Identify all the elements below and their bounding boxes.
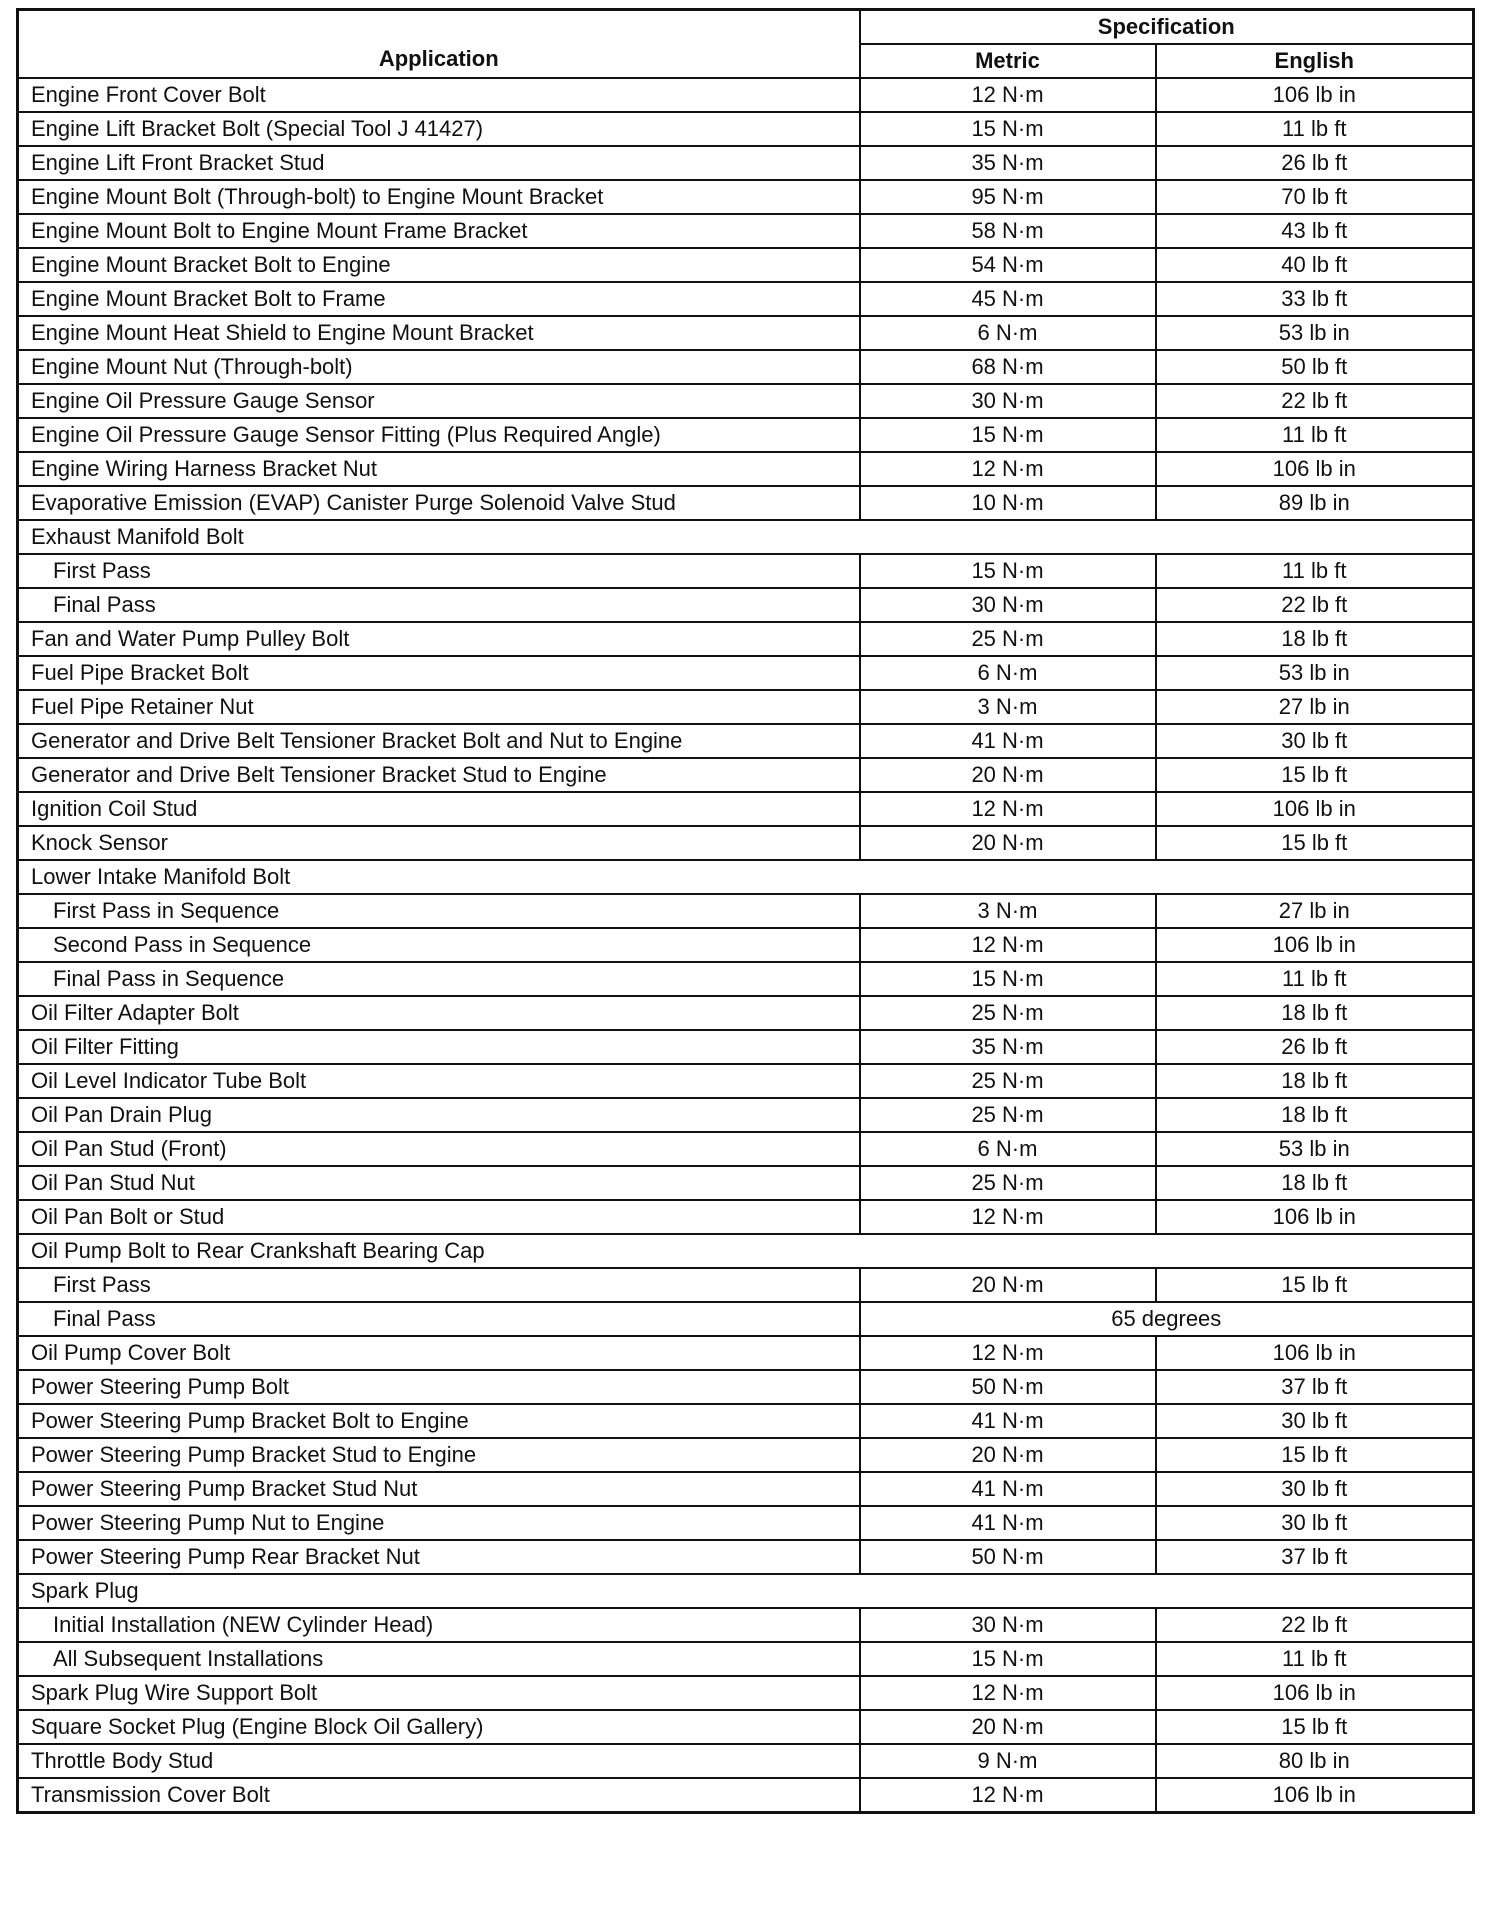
metric-value-cell: 41 N·m: [860, 1506, 1156, 1540]
application-cell: Oil Pan Stud Nut: [18, 1166, 860, 1200]
application-cell: Power Steering Pump Nut to Engine: [18, 1506, 860, 1540]
group-spec-blank-cell: [860, 1234, 1474, 1268]
table-row: [18, 996, 1474, 1030]
english-value-cell: 15 lb ft: [1156, 1710, 1474, 1744]
group-heading-cell: Lower Intake Manifold Bolt: [18, 860, 860, 894]
english-value-cell: 50 lb ft: [1156, 350, 1474, 384]
english-value-cell: 30 lb ft: [1156, 1404, 1474, 1438]
table-row: [18, 894, 1474, 928]
application-cell: Generator and Drive Belt Tensioner Bracket Bolt and Nut to Engine: [18, 724, 860, 758]
application-cell: Engine Front Cover Bolt: [18, 78, 860, 112]
english-value-cell: 18 lb ft: [1156, 622, 1474, 656]
application-cell: Engine Mount Nut (Through-bolt): [18, 350, 860, 384]
table-row: [18, 1166, 1474, 1200]
application-cell: Evaporative Emission (EVAP) Canister Purge Solenoid Valve Stud: [18, 486, 860, 520]
table-row: [18, 1098, 1474, 1132]
table-row: [18, 1030, 1474, 1064]
application-cell: Engine Oil Pressure Gauge Sensor: [18, 384, 860, 418]
table-row: [18, 350, 1474, 384]
table-row: [18, 1506, 1474, 1540]
application-cell: Oil Pan Drain Plug: [18, 1098, 860, 1132]
table-row: [18, 452, 1474, 486]
table-row: [18, 554, 1474, 588]
application-cell: First Pass: [18, 1268, 860, 1302]
metric-value-cell: 12 N·m: [860, 78, 1156, 112]
english-value-cell: 53 lb in: [1156, 316, 1474, 350]
metric-value-cell: 30 N·m: [860, 588, 1156, 622]
group-heading-cell: Spark Plug: [18, 1574, 860, 1608]
english-value-cell: 106 lb in: [1156, 1778, 1474, 1813]
english-value-cell: 80 lb in: [1156, 1744, 1474, 1778]
application-cell: Oil Filter Fitting: [18, 1030, 860, 1064]
table-row: [18, 860, 1474, 894]
table-row: [18, 112, 1474, 146]
english-value-cell: 15 lb ft: [1156, 758, 1474, 792]
metric-value-cell: 25 N·m: [860, 1098, 1156, 1132]
table-row: [18, 418, 1474, 452]
metric-value-cell: 25 N·m: [860, 622, 1156, 656]
application-cell: Transmission Cover Bolt: [18, 1778, 860, 1813]
application-cell: Throttle Body Stud: [18, 1744, 860, 1778]
application-cell: Fuel Pipe Retainer Nut: [18, 690, 860, 724]
table-row: [18, 316, 1474, 350]
metric-value-cell: 6 N·m: [860, 1132, 1156, 1166]
header-row-top: [18, 10, 1474, 45]
english-value-cell: 106 lb in: [1156, 78, 1474, 112]
metric-value-cell: 15 N·m: [860, 554, 1156, 588]
table-row: [18, 1778, 1474, 1813]
english-value-cell: 53 lb in: [1156, 656, 1474, 690]
metric-value-cell: 50 N·m: [860, 1370, 1156, 1404]
application-cell: Power Steering Pump Bracket Bolt to Engine: [18, 1404, 860, 1438]
application-cell: Fuel Pipe Bracket Bolt: [18, 656, 860, 690]
table-row: [18, 384, 1474, 418]
metric-value-cell: 20 N·m: [860, 1438, 1156, 1472]
table-row: [18, 928, 1474, 962]
english-value-cell: 11 lb ft: [1156, 1642, 1474, 1676]
metric-value-cell: 20 N·m: [860, 1268, 1156, 1302]
table-row: [18, 1540, 1474, 1574]
table-row: [18, 214, 1474, 248]
metric-value-cell: 12 N·m: [860, 928, 1156, 962]
table-row: [18, 656, 1474, 690]
english-value-cell: 43 lb ft: [1156, 214, 1474, 248]
english-value-cell: 22 lb ft: [1156, 588, 1474, 622]
table-row: [18, 1200, 1474, 1234]
table-row: [18, 1302, 1474, 1336]
metric-value-cell: 50 N·m: [860, 1540, 1156, 1574]
application-cell: All Subsequent Installations: [18, 1642, 860, 1676]
english-value-cell: 30 lb ft: [1156, 1506, 1474, 1540]
table-row: [18, 792, 1474, 826]
metric-value-cell: 9 N·m: [860, 1744, 1156, 1778]
table-row: [18, 1404, 1474, 1438]
english-value-cell: 15 lb ft: [1156, 1438, 1474, 1472]
table-row: [18, 1676, 1474, 1710]
english-value-cell: 106 lb in: [1156, 1676, 1474, 1710]
metric-value-cell: 15 N·m: [860, 962, 1156, 996]
table-row: [18, 180, 1474, 214]
metric-value-cell: 15 N·m: [860, 418, 1156, 452]
english-value-cell: 11 lb ft: [1156, 554, 1474, 588]
application-cell: Engine Oil Pressure Gauge Sensor Fitting (Plus Required Angle): [18, 418, 860, 452]
application-cell: Engine Mount Bracket Bolt to Engine: [18, 248, 860, 282]
group-spec-blank-cell: [860, 860, 1474, 894]
table-row: [18, 622, 1474, 656]
table-row: [18, 1370, 1474, 1404]
metric-value-cell: 58 N·m: [860, 214, 1156, 248]
table-row: [18, 1438, 1474, 1472]
application-cell: Engine Mount Heat Shield to Engine Mount Bracket: [18, 316, 860, 350]
english-value-cell: 18 lb ft: [1156, 1064, 1474, 1098]
application-cell: Generator and Drive Belt Tensioner Bracket Stud to Engine: [18, 758, 860, 792]
english-value-cell: 70 lb ft: [1156, 180, 1474, 214]
group-heading-cell: Oil Pump Bolt to Rear Crankshaft Bearing Cap: [18, 1234, 860, 1268]
metric-value-cell: 3 N·m: [860, 894, 1156, 928]
table-row: [18, 1574, 1474, 1608]
application-cell: Fan and Water Pump Pulley Bolt: [18, 622, 860, 656]
application-cell: First Pass: [18, 554, 860, 588]
english-value-cell: 22 lb ft: [1156, 384, 1474, 418]
english-value-cell: 11 lb ft: [1156, 112, 1474, 146]
table-row: [18, 1234, 1474, 1268]
table-row: [18, 588, 1474, 622]
table-row: [18, 1268, 1474, 1302]
english-value-cell: 15 lb ft: [1156, 826, 1474, 860]
metric-value-cell: 35 N·m: [860, 1030, 1156, 1064]
table-row: [18, 282, 1474, 316]
metric-value-cell: 54 N·m: [860, 248, 1156, 282]
application-cell: First Pass in Sequence: [18, 894, 860, 928]
table-row: [18, 724, 1474, 758]
english-value-cell: 26 lb ft: [1156, 146, 1474, 180]
application-cell: Knock Sensor: [18, 826, 860, 860]
english-value-cell: 18 lb ft: [1156, 1166, 1474, 1200]
english-value-cell: 26 lb ft: [1156, 1030, 1474, 1064]
table-row: [18, 486, 1474, 520]
english-value-cell: 89 lb in: [1156, 486, 1474, 520]
english-value-cell: 15 lb ft: [1156, 1268, 1474, 1302]
group-spec-blank-cell: [860, 520, 1474, 554]
group-spec-blank-cell: [860, 1574, 1474, 1608]
table-row: [18, 1608, 1474, 1642]
metric-value-cell: 25 N·m: [860, 1166, 1156, 1200]
metric-value-cell: 15 N·m: [860, 1642, 1156, 1676]
application-cell: Power Steering Pump Rear Bracket Nut: [18, 1540, 860, 1574]
metric-value-cell: 41 N·m: [860, 1472, 1156, 1506]
metric-value-cell: 12 N·m: [860, 792, 1156, 826]
english-value-cell: 27 lb in: [1156, 690, 1474, 724]
metric-value-cell: 10 N·m: [860, 486, 1156, 520]
english-value-cell: 106 lb in: [1156, 928, 1474, 962]
metric-value-cell: 95 N·m: [860, 180, 1156, 214]
english-value-cell: 18 lb ft: [1156, 996, 1474, 1030]
application-cell: Engine Mount Bracket Bolt to Frame: [18, 282, 860, 316]
english-value-cell: 22 lb ft: [1156, 1608, 1474, 1642]
application-cell: Oil Level Indicator Tube Bolt: [18, 1064, 860, 1098]
application-cell: Final Pass in Sequence: [18, 962, 860, 996]
metric-value-cell: 30 N·m: [860, 384, 1156, 418]
metric-value-cell: 12 N·m: [860, 1336, 1156, 1370]
english-column-header: English: [1156, 44, 1474, 78]
english-value-cell: 37 lb ft: [1156, 1370, 1474, 1404]
table-row: [18, 1472, 1474, 1506]
application-cell: Engine Mount Bolt (Through-bolt) to Engine Mount Bracket: [18, 180, 860, 214]
metric-value-cell: 12 N·m: [860, 1778, 1156, 1813]
table-row: [18, 962, 1474, 996]
metric-value-cell: 35 N·m: [860, 146, 1156, 180]
table-row: [18, 1132, 1474, 1166]
english-value-cell: 40 lb ft: [1156, 248, 1474, 282]
english-value-cell: 18 lb ft: [1156, 1098, 1474, 1132]
table-body: [18, 78, 1474, 1813]
table-row: [18, 78, 1474, 112]
table-row: [18, 1744, 1474, 1778]
metric-value-cell: 25 N·m: [860, 996, 1156, 1030]
specification-column-header: Specification: [860, 10, 1474, 45]
metric-value-cell: 68 N·m: [860, 350, 1156, 384]
english-value-cell: 30 lb ft: [1156, 1472, 1474, 1506]
english-value-cell: 106 lb in: [1156, 792, 1474, 826]
fastener-torque-spec-table: [16, 8, 1475, 1814]
english-value-cell: 11 lb ft: [1156, 962, 1474, 996]
application-cell: Oil Pan Stud (Front): [18, 1132, 860, 1166]
metric-value-cell: 30 N·m: [860, 1608, 1156, 1642]
application-cell: Spark Plug Wire Support Bolt: [18, 1676, 860, 1710]
metric-column-header: Metric: [860, 44, 1156, 78]
table-row: [18, 1064, 1474, 1098]
application-cell: Power Steering Pump Bracket Stud to Engine: [18, 1438, 860, 1472]
metric-value-cell: 20 N·m: [860, 758, 1156, 792]
english-value-cell: 30 lb ft: [1156, 724, 1474, 758]
table-row: [18, 1710, 1474, 1744]
table-row: [18, 146, 1474, 180]
metric-value-cell: 12 N·m: [860, 1676, 1156, 1710]
application-column-header: Application: [18, 10, 860, 79]
metric-value-cell: 41 N·m: [860, 1404, 1156, 1438]
application-cell: Final Pass: [18, 1302, 860, 1336]
table-row: [18, 1642, 1474, 1676]
metric-value-cell: 6 N·m: [860, 656, 1156, 690]
metric-value-cell: 20 N·m: [860, 826, 1156, 860]
application-cell: Engine Mount Bolt to Engine Mount Frame Bracket: [18, 214, 860, 248]
group-heading-cell: Exhaust Manifold Bolt: [18, 520, 860, 554]
table-row: [18, 248, 1474, 282]
application-cell: Initial Installation (NEW Cylinder Head): [18, 1608, 860, 1642]
table-row: [18, 758, 1474, 792]
application-cell: Oil Pump Cover Bolt: [18, 1336, 860, 1370]
application-cell: Ignition Coil Stud: [18, 792, 860, 826]
metric-value-cell: 45 N·m: [860, 282, 1156, 316]
metric-value-cell: 20 N·m: [860, 1710, 1156, 1744]
application-cell: Oil Pan Bolt or Stud: [18, 1200, 860, 1234]
table-row: [18, 826, 1474, 860]
english-value-cell: 37 lb ft: [1156, 1540, 1474, 1574]
english-value-cell: 27 lb in: [1156, 894, 1474, 928]
application-cell: Power Steering Pump Bolt: [18, 1370, 860, 1404]
application-cell: Oil Filter Adapter Bolt: [18, 996, 860, 1030]
metric-value-cell: 12 N·m: [860, 452, 1156, 486]
metric-value-cell: 41 N·m: [860, 724, 1156, 758]
application-cell: Final Pass: [18, 588, 860, 622]
table-header: [18, 10, 1474, 79]
metric-value-cell: 12 N·m: [860, 1200, 1156, 1234]
english-value-cell: 106 lb in: [1156, 1336, 1474, 1370]
metric-value-cell: 3 N·m: [860, 690, 1156, 724]
application-cell: Second Pass in Sequence: [18, 928, 860, 962]
metric-value-cell: 6 N·m: [860, 316, 1156, 350]
metric-value-cell: 15 N·m: [860, 112, 1156, 146]
english-value-cell: 106 lb in: [1156, 452, 1474, 486]
metric-value-cell: 25 N·m: [860, 1064, 1156, 1098]
angle-spec-cell: 65 degrees: [860, 1302, 1474, 1336]
application-cell: Engine Lift Bracket Bolt (Special Tool J 41427): [18, 112, 860, 146]
table-row: [18, 520, 1474, 554]
english-value-cell: 53 lb in: [1156, 1132, 1474, 1166]
english-value-cell: 11 lb ft: [1156, 418, 1474, 452]
english-value-cell: 33 lb ft: [1156, 282, 1474, 316]
english-value-cell: 106 lb in: [1156, 1200, 1474, 1234]
application-cell: Engine Wiring Harness Bracket Nut: [18, 452, 860, 486]
application-cell: Power Steering Pump Bracket Stud Nut: [18, 1472, 860, 1506]
table-row: [18, 690, 1474, 724]
application-cell: Engine Lift Front Bracket Stud: [18, 146, 860, 180]
table-row: [18, 1336, 1474, 1370]
application-cell: Square Socket Plug (Engine Block Oil Gallery): [18, 1710, 860, 1744]
